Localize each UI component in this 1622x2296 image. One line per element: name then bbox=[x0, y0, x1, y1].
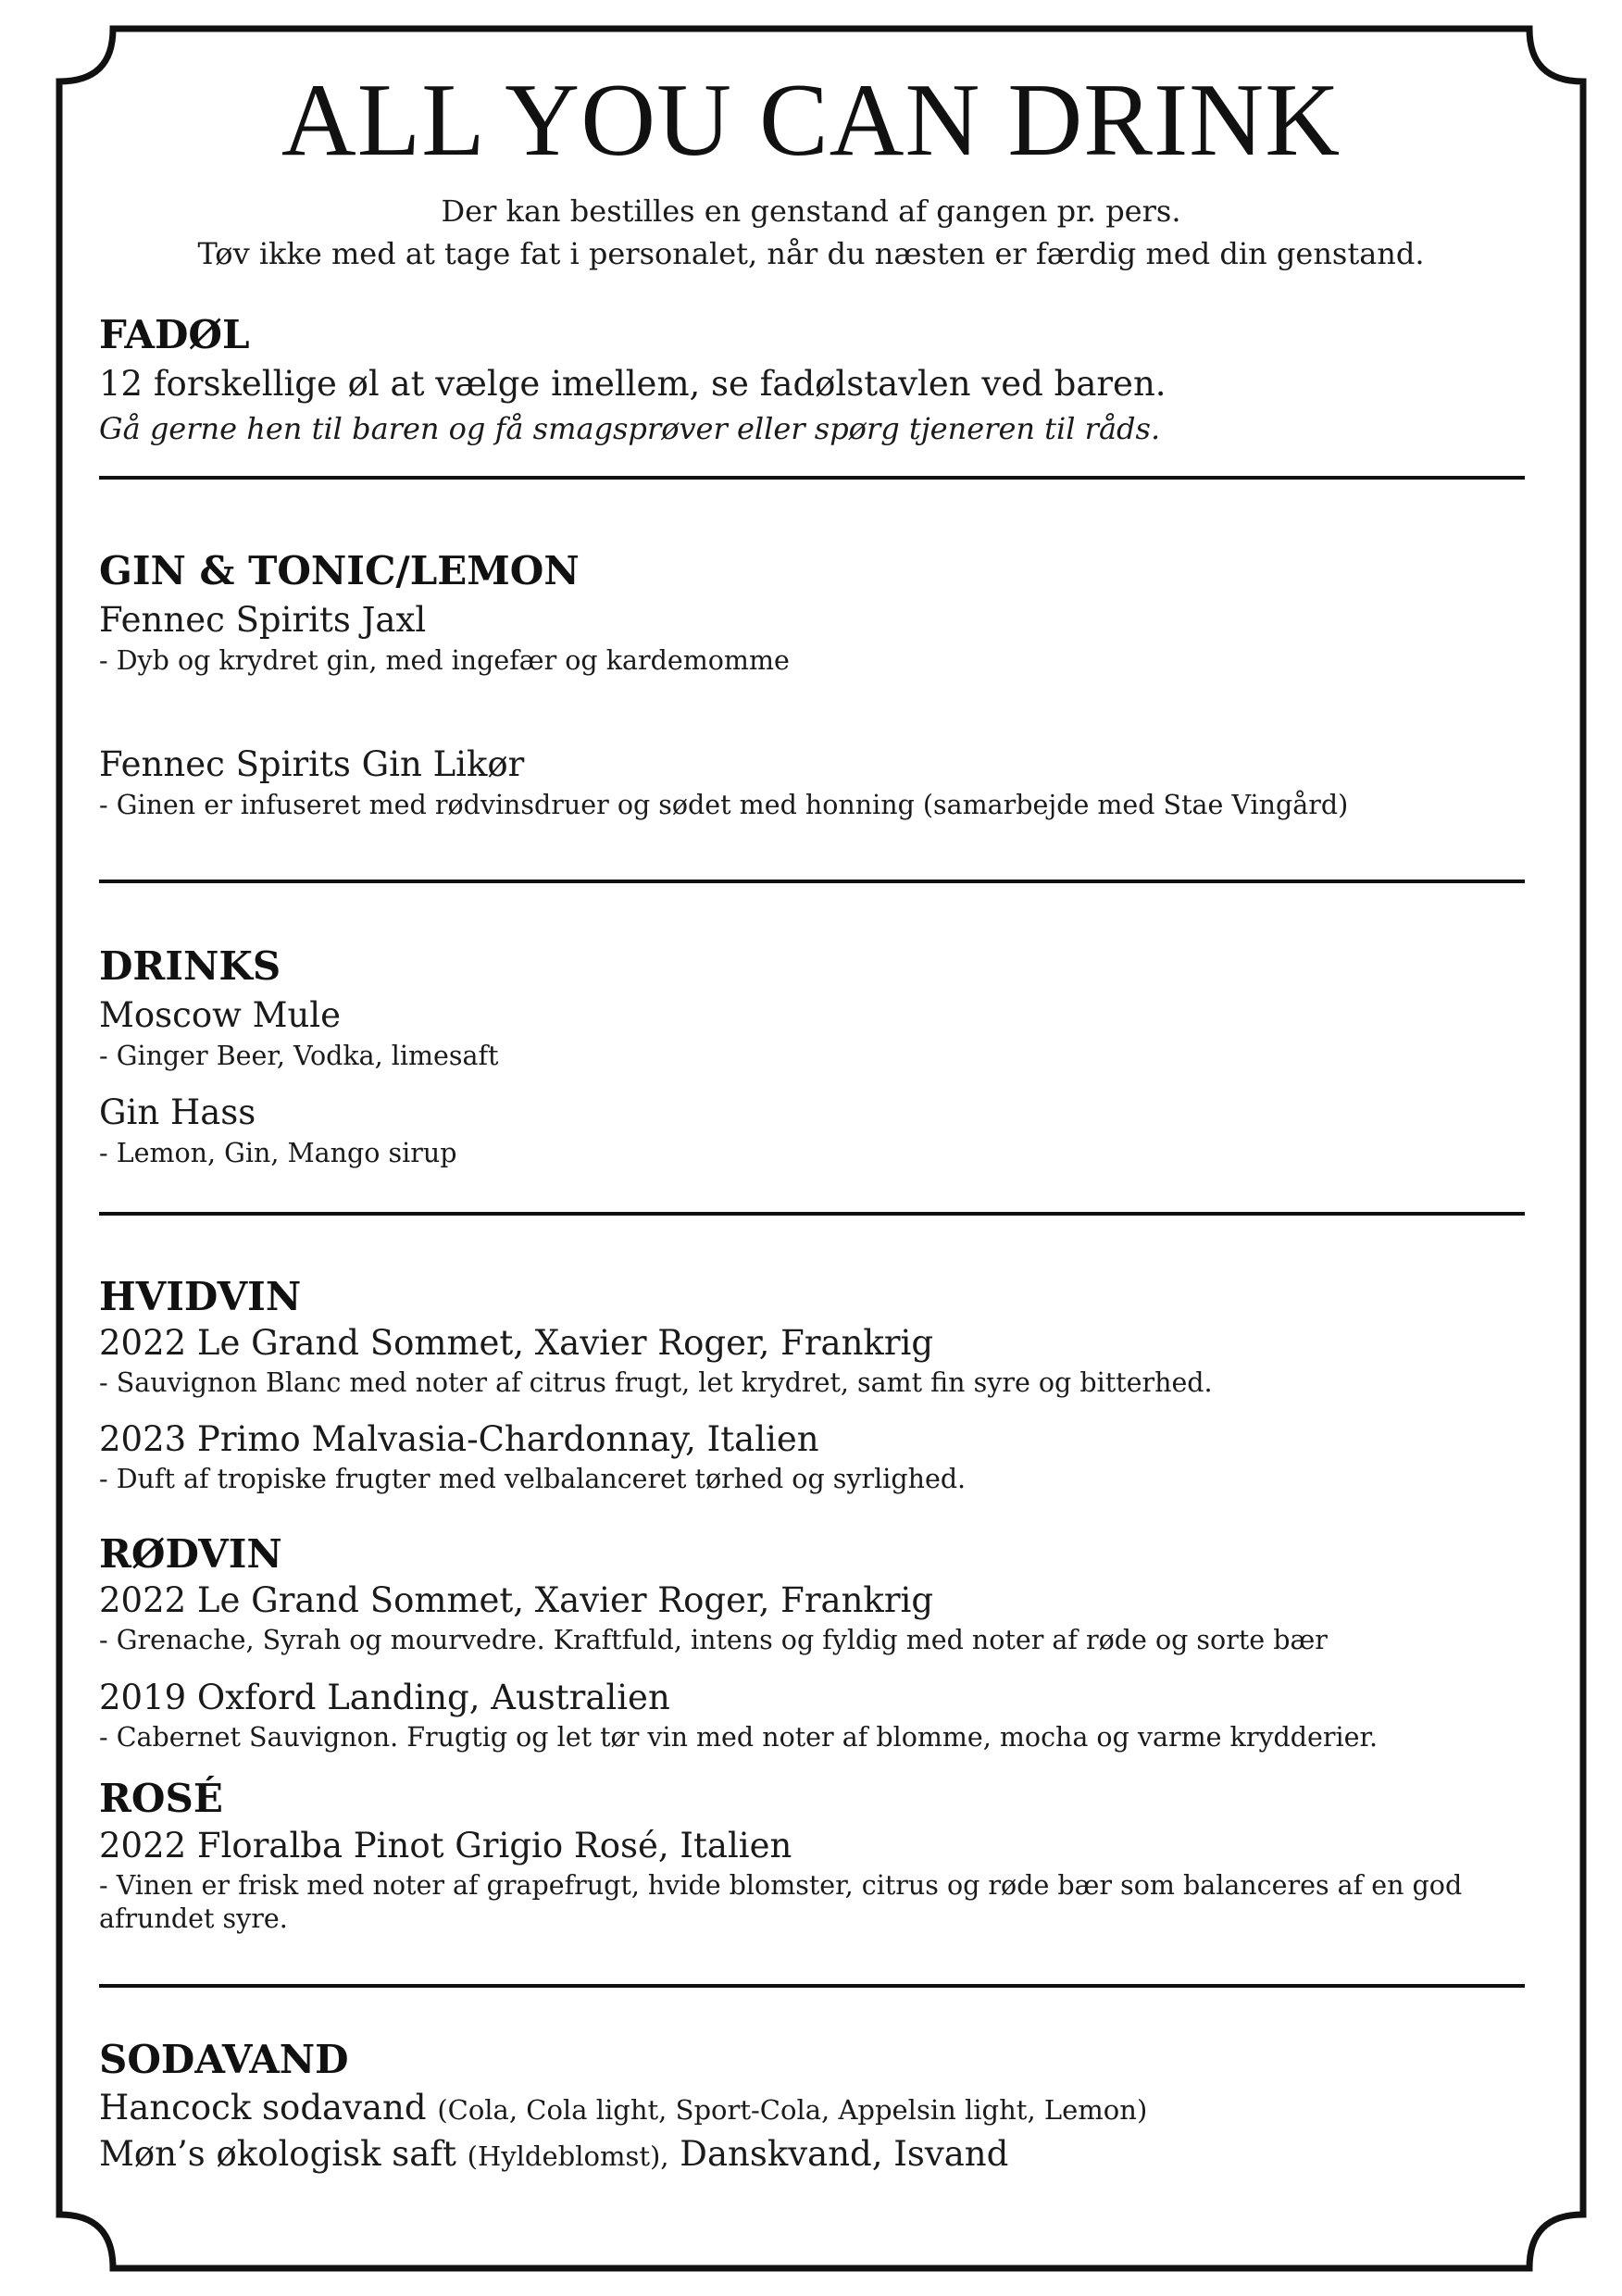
page-title: ALL YOU CAN DRINK bbox=[281, 63, 1341, 178]
gin-item-desc: - Dyb og krydret gin, med ingefær og kardemomme bbox=[99, 645, 790, 676]
gin-item-name: Fennec Spirits Jaxl bbox=[99, 600, 427, 640]
intro-line-1: Der kan bestilles en genstand af gangen pr. pers. bbox=[441, 193, 1181, 229]
section-heading-rose: ROSÉ bbox=[99, 1776, 223, 1821]
wine-item-name: 2022 Le Grand Sommet, Xavier Roger, Frankrig bbox=[99, 1323, 934, 1363]
wine-item-name: 2023 Primo Malvasia-Chardonnay, Italien bbox=[99, 1419, 819, 1459]
soda-line-1-main: Hancock sodavand bbox=[99, 2088, 427, 2128]
fadol-line: 12 forskellige øl at vælge imellem, se fadølstavlen ved baren. bbox=[99, 364, 1167, 404]
soda-line-2 bbox=[99, 2134, 1008, 2177]
intro-line-2: Tøv ikke med at tage fat i personalet, når du næsten er færdig med din genstand. bbox=[197, 236, 1425, 271]
fadol-note: Gå gerne hen til baren og få smagsprøver eller spørg tjeneren til råds. bbox=[99, 411, 1161, 446]
section-heading-drinks: DRINKS bbox=[99, 943, 281, 989]
gin-item-name: Fennec Spirits Gin Likør bbox=[99, 744, 525, 784]
drink-item-desc: - Lemon, Gin, Mango sirup bbox=[99, 1138, 457, 1168]
section-heading-gin: GIN & TONIC/LEMON bbox=[99, 548, 580, 593]
section-heading-hvidvin: HVIDVIN bbox=[99, 1274, 302, 1319]
soda-line-1-note: (Cola, Cola light, Sport-Cola, Appelsin light, Lemon) bbox=[437, 2094, 1148, 2126]
soda-line-2-note: (Hyldeblomst), bbox=[467, 2140, 669, 2172]
drink-item-name: Gin Hass bbox=[99, 1092, 256, 1132]
wine-item-desc: - Vinen er frisk med noter af grapefrugt, hvide blomster, citrus og røde bær som balanceres af en god afrundet syre. bbox=[99, 1870, 1463, 1934]
divider bbox=[99, 476, 1525, 480]
wine-item-desc: - Sauvignon Blanc med noter af citrus frugt, let krydret, samt fin syre og bitterhed. bbox=[99, 1367, 1213, 1398]
soda-line-1 bbox=[99, 2088, 1147, 2130]
divider bbox=[99, 1984, 1525, 1988]
soda-line-2-tail: Danskvand, Isvand bbox=[680, 2134, 1009, 2174]
wine-item-desc: - Duft af tropiske frugter med velbalanceret tørhed og syrlighed. bbox=[99, 1464, 967, 1494]
section-heading-rodvin: RØDVIN bbox=[99, 1531, 282, 1577]
wine-item-desc: - Grenache, Syrah og mourvedre. Kraftfuld, intens og fyldig med noter af røde og sorte bær bbox=[99, 1625, 1328, 1655]
drink-item-name: Moscow Mule bbox=[99, 995, 342, 1035]
section-heading-fadol: FADØL bbox=[99, 312, 250, 357]
drink-item-desc: - Ginger Beer, Vodka, limesaft bbox=[99, 1041, 499, 1071]
divider bbox=[99, 880, 1525, 883]
soda-line-2-main: Møn’s økologisk saft bbox=[99, 2134, 456, 2174]
wine-item-name: 2022 Le Grand Sommet, Xavier Roger, Frankrig bbox=[99, 1580, 934, 1620]
wine-item-name: 2022 Floralba Pinot Grigio Rosé, Italien bbox=[99, 1826, 792, 1866]
wine-item-name: 2019 Oxford Landing, Australien bbox=[99, 1678, 670, 1717]
divider bbox=[99, 1212, 1525, 1216]
wine-item-desc: - Cabernet Sauvignon. Frugtig og let tør vin med noter af blomme, mocha og varme krydderier. bbox=[99, 1722, 1379, 1753]
gin-item-desc: - Ginen er infuseret med rødvinsdruer og sødet med honning (samarbejde med Stae Vingård) bbox=[99, 790, 1349, 820]
section-heading-sodavand: SODAVAND bbox=[99, 2037, 349, 2082]
